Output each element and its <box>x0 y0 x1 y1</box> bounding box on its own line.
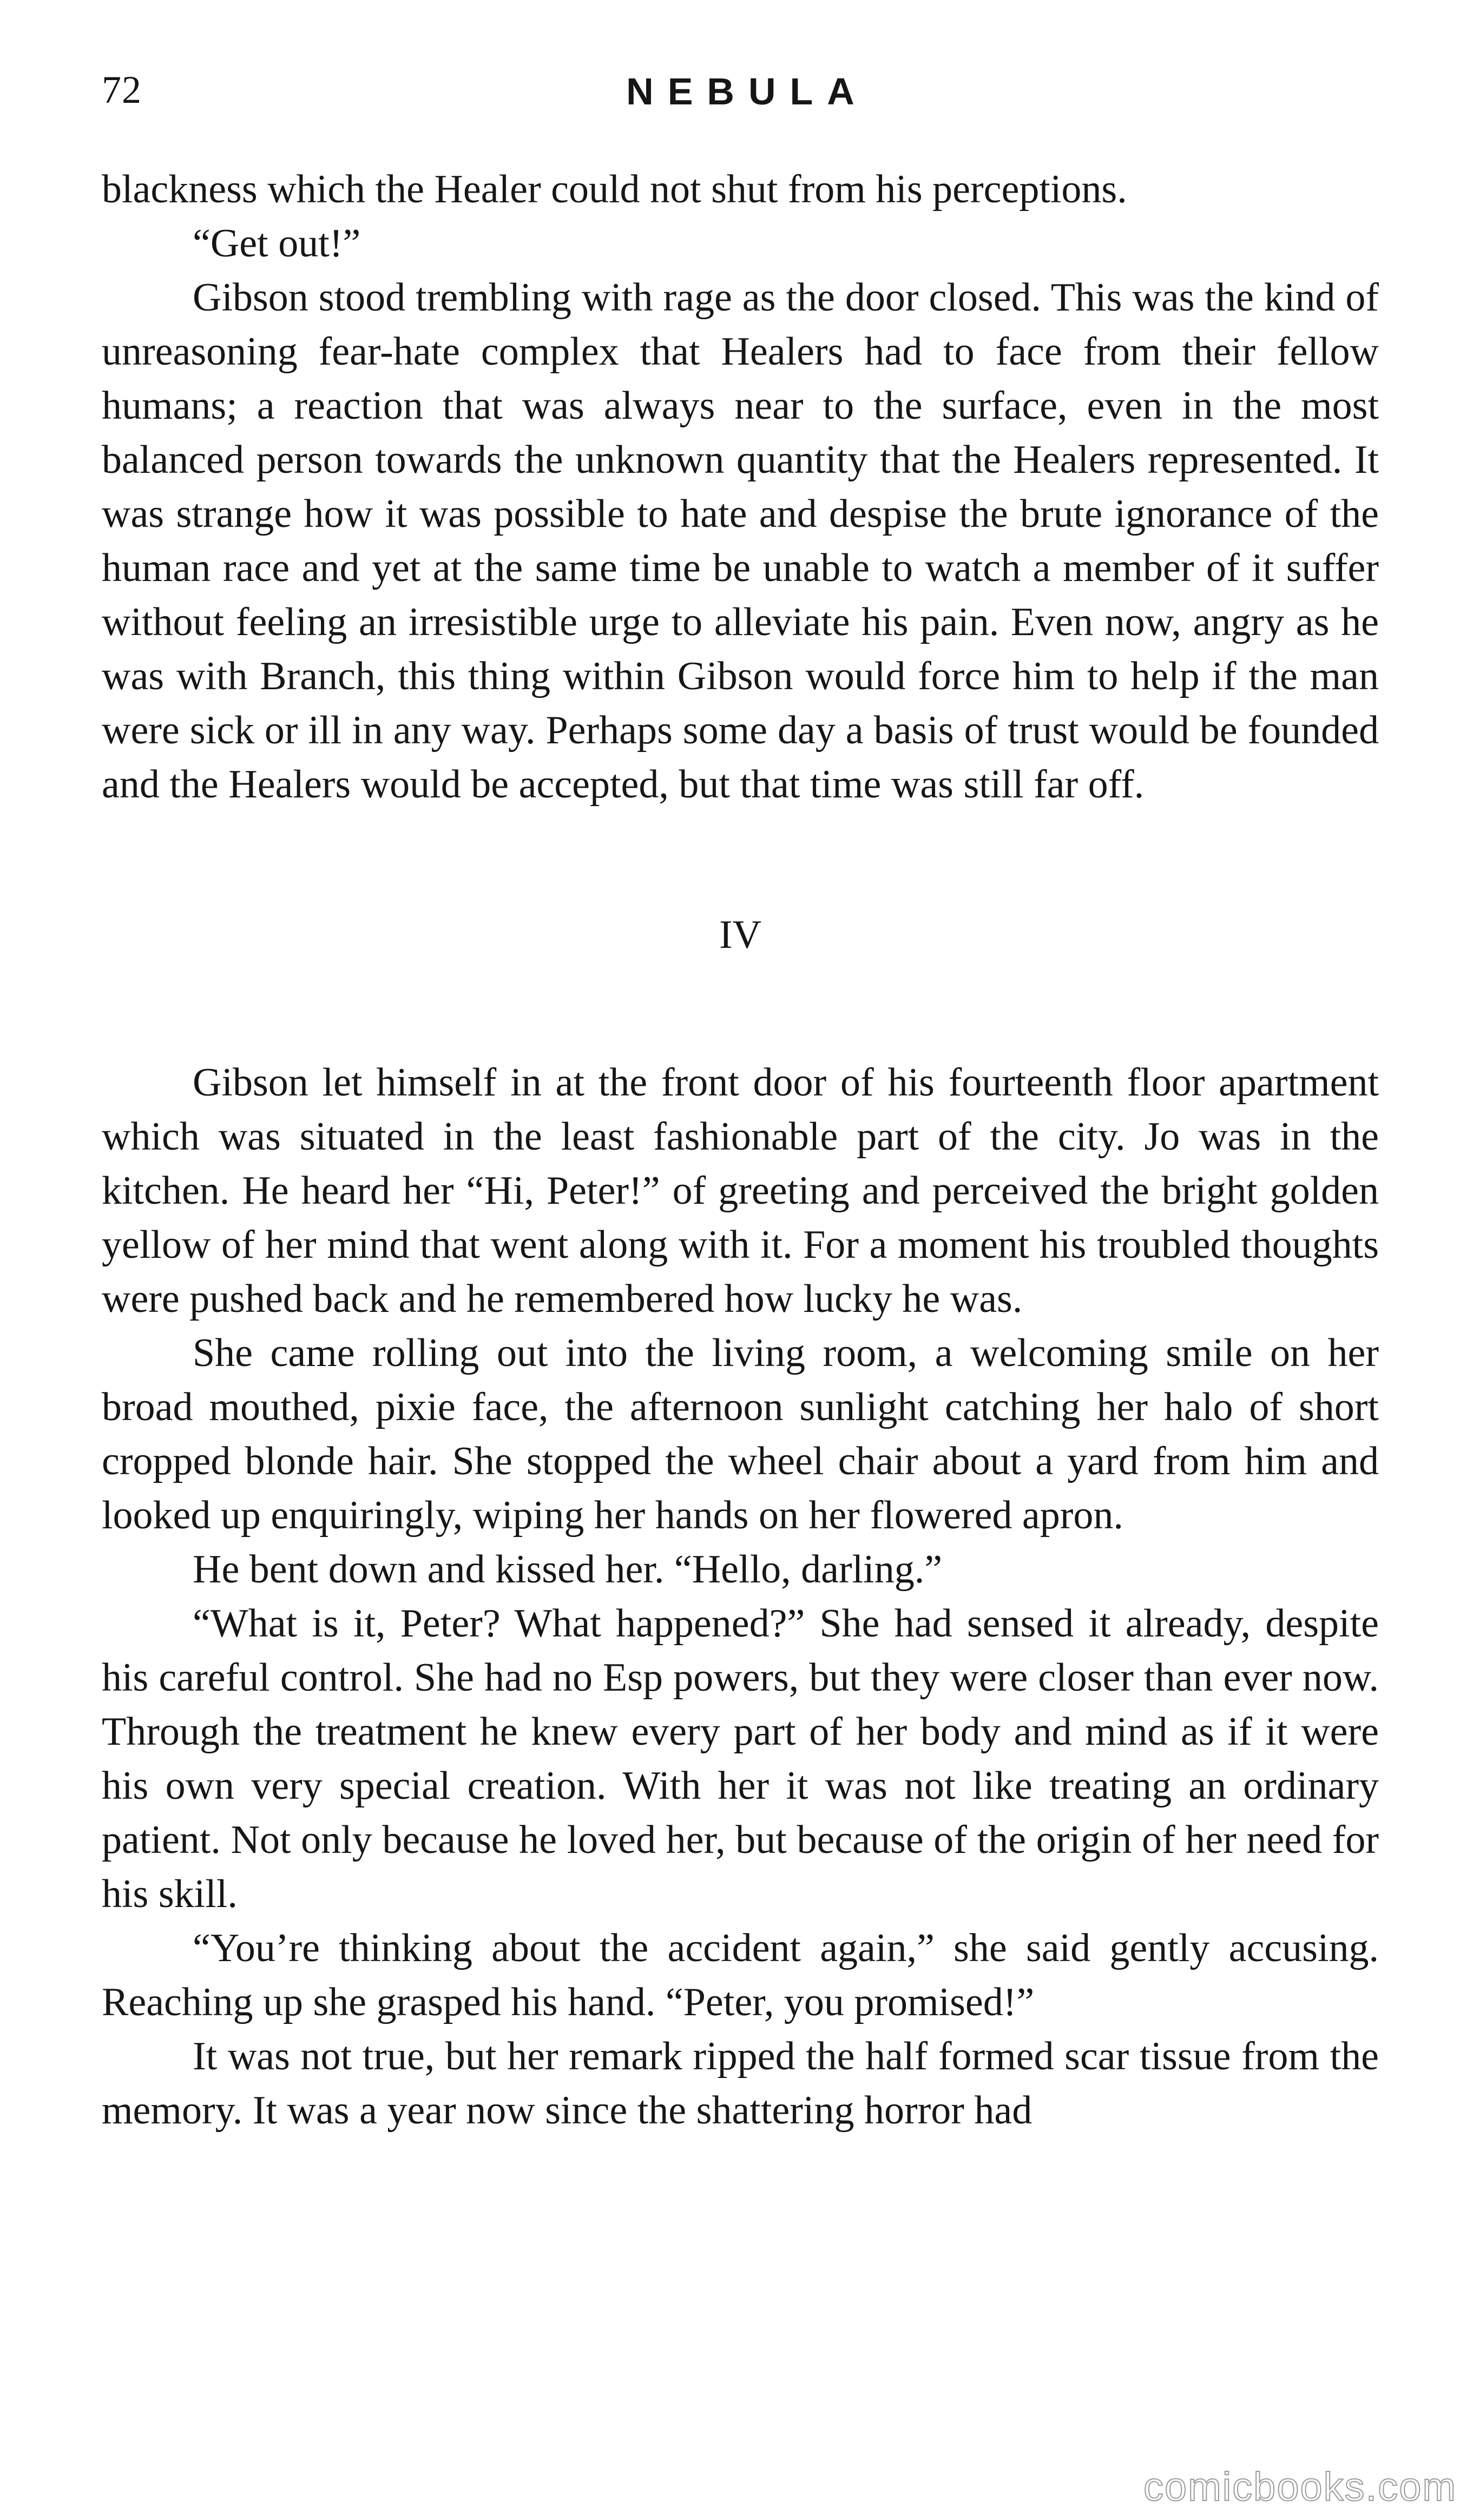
paragraph: “What is it, Peter? What happened?” She had sensed it already, despite his careful control. She had no Esp powers, but they were closer than ever now. Through the treatment he knew every part of her body and mind as if it were his own very special creation. With her it was not like treating an ordinary patient. Not only because he loved her, but because of the origin of her need for his skill. <box>102 1601 1379 1916</box>
body-text <box>102 162 1379 2138</box>
paragraph: “You’re thinking about the accident again,” she said gently accusing. Reaching up she grasped his hand. “Peter, you promised!” <box>102 1926 1379 2024</box>
paragraph-continues: It was not true, but her remark ripped the half formed scar tissue from the memory. It was a year now since the shattering horror had <box>102 2034 1379 2133</box>
page-header <box>102 65 1379 124</box>
watermark-text: comicbooks.com <box>1143 2464 1457 2509</box>
section-heading: IV <box>719 913 762 957</box>
paragraph-continued: blackness which the Healer could not shut from his perceptions. <box>102 167 1127 212</box>
running-title: NEBULA <box>626 70 869 113</box>
paragraph: “Get out!” <box>193 221 361 266</box>
paragraph: He bent down and kissed her. “Hello, darling.” <box>193 1547 943 1592</box>
paragraph: Gibson stood trembling with rage as the door closed. This was the kind of unreasoning fear-hate complex that Healers had to face from their fellow humans; a reaction that was always near to the surface, even in the most balanced person towards the unknown quantity that the Healers represented. It was strange how it was possible to hate and despise the brute ignorance of the human race and yet at the same time be unable to watch a member of it suffer without feeling an irresistible urge to alleviate his pain. Even now, angry as he was with Branch, this thing within Gibson would force him to help if the man were sick or ill in any way. Perhaps some day a basis of trust would be founded and the Healers would be accepted, but that time was still far off. <box>102 275 1379 807</box>
page-number: 72 <box>102 68 142 111</box>
paragraph: Gibson let himself in at the front door of his fourteenth floor apartment which was situated in the least fashionable part of the city. Jo was in the kitchen. He heard her “Hi, Peter!” of greeting and perceived the bright golden yellow of her mind that went along with it. For a moment his troubled thoughts were pushed back and he remembered how lucky he was. <box>102 1060 1379 1321</box>
paragraph: She came rolling out into the living room, a welcoming smile on her broad mouthed, pixie face, the afternoon sunlight catching her halo of short cropped blonde hair. She stopped the wheel chair about a yard from him and looked up enquiringly, wiping her hands on her flowered apron. <box>102 1331 1379 1538</box>
